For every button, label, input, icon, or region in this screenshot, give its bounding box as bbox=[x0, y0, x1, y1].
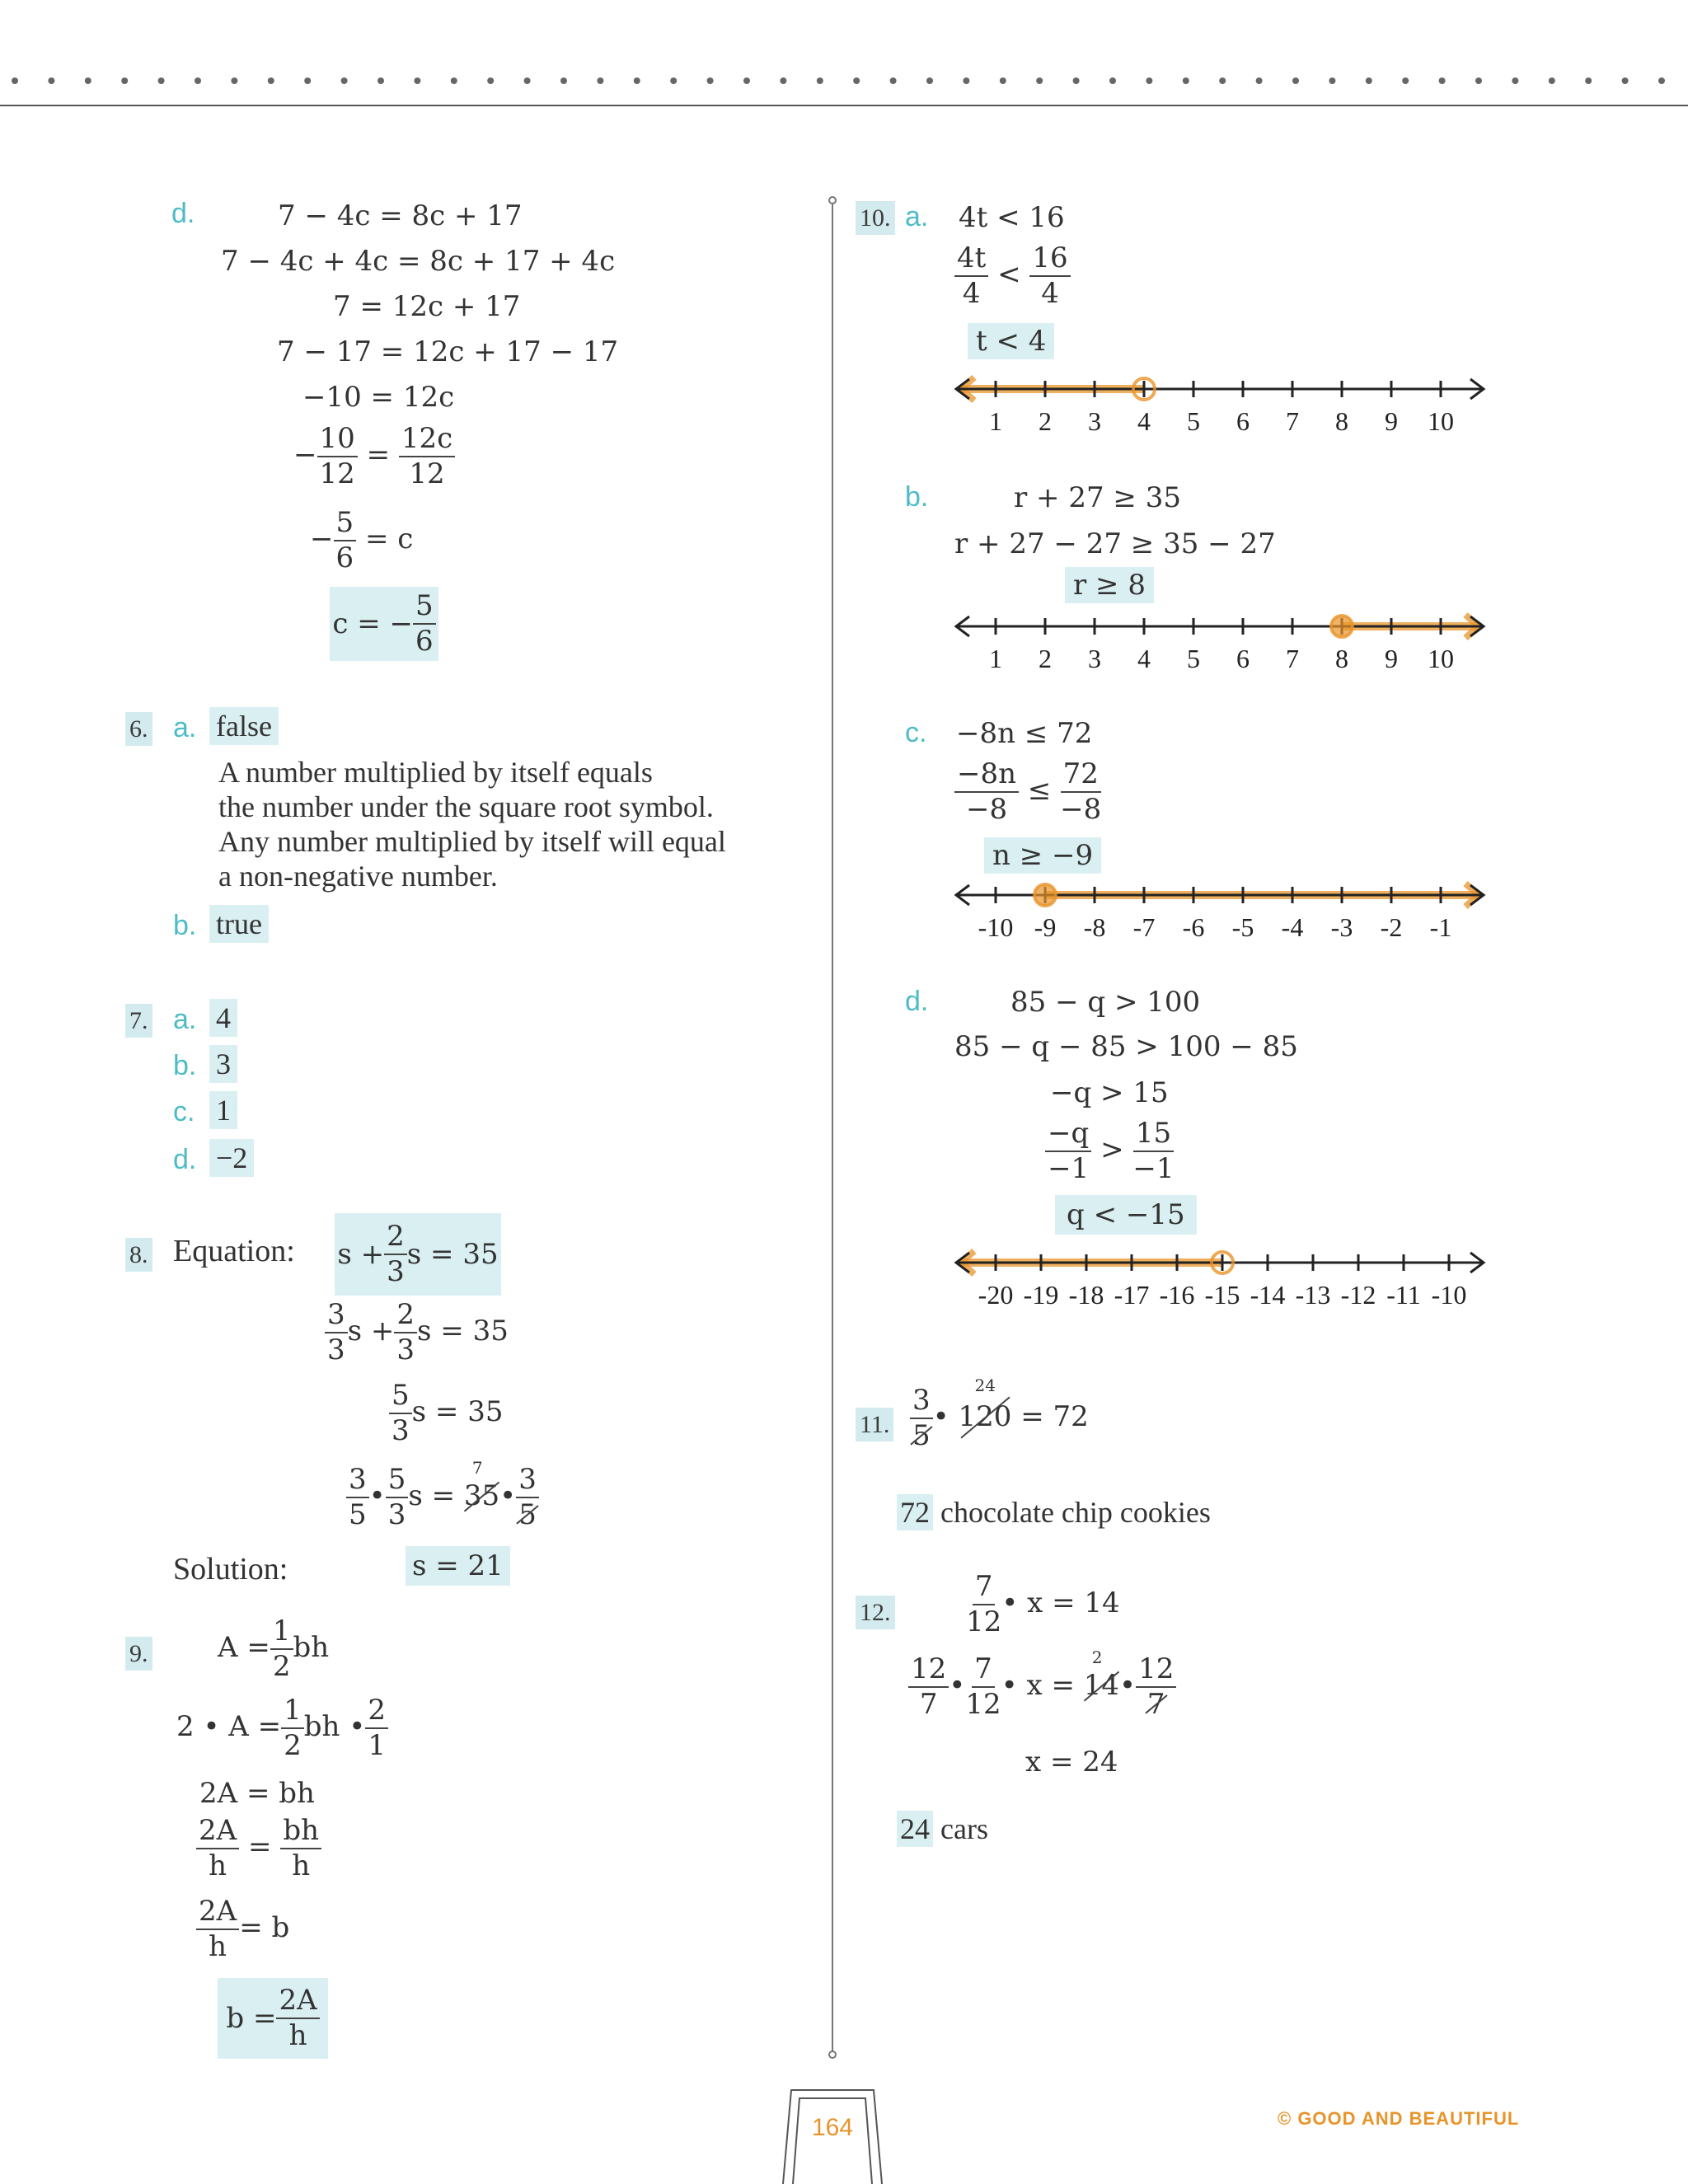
letter-d: d. bbox=[905, 986, 929, 1017]
letter-a: a. bbox=[905, 201, 929, 232]
tick-label: 4 bbox=[1137, 406, 1151, 436]
number-line-10a bbox=[948, 363, 1492, 445]
step-10a-1: 4t < 16 bbox=[959, 201, 1065, 234]
step-10b-2: r + 27 − 27 ≥ 35 − 27 bbox=[954, 527, 1276, 560]
tick-label: -15 bbox=[1204, 1280, 1240, 1310]
answer-7b: 3 bbox=[209, 1045, 237, 1083]
tick-label: 2 bbox=[1039, 644, 1052, 673]
problem-number-10: 10. bbox=[856, 201, 895, 235]
step-10b-1: r + 27 ≥ 35 bbox=[1014, 481, 1181, 514]
tick-label: 8 bbox=[1335, 644, 1348, 673]
step-10c-2: $\frac{-8n}{-8}$ ≤ $\frac{72}{-8}$ bbox=[954, 760, 1101, 824]
step-9-5: $\frac{2A}{h}$ = b bbox=[196, 1897, 289, 1961]
tick-label: 6 bbox=[1236, 406, 1250, 436]
step-12-1: $\frac{7}{12}$ • x = 14 bbox=[966, 1570, 1120, 1638]
tick-label: -16 bbox=[1159, 1280, 1195, 1310]
tick-label: -9 bbox=[1034, 912, 1057, 942]
step-9-3: 2A = bh bbox=[199, 1777, 315, 1810]
letter-c: c. bbox=[173, 1096, 195, 1127]
number-line-10c bbox=[948, 869, 1492, 951]
tick-label: 2 bbox=[1039, 406, 1052, 436]
tick-label: -19 bbox=[1023, 1280, 1059, 1310]
tick-label: 5 bbox=[1187, 406, 1200, 436]
closed-point bbox=[1034, 884, 1056, 906]
letter-b: b. bbox=[905, 481, 929, 513]
step-12-3: x = 24 bbox=[1025, 1746, 1118, 1779]
tick-label: 3 bbox=[1088, 406, 1101, 436]
step-9-2: 2 • A = $\frac{1}{2}$ bh • $\frac{2}{1}$ bbox=[176, 1696, 388, 1760]
tick-label: 1 bbox=[989, 406, 1002, 436]
tick-label: 10 bbox=[1428, 406, 1454, 436]
tick-label: -2 bbox=[1380, 912, 1403, 942]
solution-label: Solution: bbox=[173, 1552, 288, 1586]
step-9-4: $\frac{2A}{h}$ = $\frac{bh}{h}$ bbox=[196, 1816, 321, 1881]
step-12-2: $\frac{12}{7}$ • $\frac{7}{12}$ • x = 14 2 • $\frac{12}{7}$ bbox=[908, 1655, 1176, 1719]
step-8-3: $\frac{5}{3}$ s = 35 bbox=[389, 1381, 503, 1446]
page-number: 164 bbox=[811, 2114, 854, 2141]
eq-line-2: 7 − 4c + 4c = 8c + 17 + 4c bbox=[221, 245, 616, 278]
answer-9: b = $\frac{2A}{h}$ bbox=[218, 1978, 328, 2059]
eq-line-7: − $\frac{5}{6}$ = c bbox=[310, 506, 414, 574]
tick-label: -11 bbox=[1386, 1280, 1421, 1310]
tick-label: 3 bbox=[1088, 644, 1101, 673]
answer-12: 24 cars bbox=[897, 1811, 988, 1846]
eq-line-3: 7 = 12c + 17 bbox=[333, 290, 521, 323]
number-line-10d bbox=[948, 1236, 1492, 1319]
tick-label: 6 bbox=[1236, 644, 1250, 673]
explanation-6a: A number multiplied by itself equals the number under the square root symbol. Any number multiplied by itself will equal a non-negative number. bbox=[218, 756, 726, 893]
tick-label: -6 bbox=[1182, 912, 1205, 942]
tick-label: -4 bbox=[1281, 912, 1304, 942]
tick-label: -5 bbox=[1231, 912, 1254, 942]
answer-10c: n ≥ −9 bbox=[984, 837, 1101, 874]
equation-8: s + $\frac{2}{3}$ s = 35 bbox=[335, 1213, 501, 1296]
tick-label: 9 bbox=[1385, 644, 1398, 673]
number-line-10b bbox=[948, 600, 1492, 682]
letter-d: d. bbox=[173, 1144, 197, 1175]
tick-label: -1 bbox=[1429, 912, 1452, 942]
eq-line-1: 7 − 4c = 8c + 17 bbox=[278, 199, 523, 232]
answer-7c: 1 bbox=[209, 1091, 237, 1129]
letter-a: a. bbox=[173, 712, 197, 743]
problem-number-11: 11. bbox=[856, 1408, 893, 1441]
step-10c-1: −8n ≤ 72 bbox=[956, 717, 1093, 750]
tick-label: 7 bbox=[1286, 644, 1299, 673]
column-divider bbox=[824, 194, 841, 2064]
tick-label: -14 bbox=[1250, 1280, 1286, 1310]
letter-b: b. bbox=[173, 910, 197, 941]
step-8-2: $\frac{3}{3}$ s + $\frac{2}{3}$ s = 35 bbox=[325, 1301, 509, 1365]
step-8-4: $\frac{3}{5}$ • $\frac{5}{3}$ s = 35 7 • $\frac{3}{5}$ bbox=[346, 1465, 539, 1530]
tick-label: 10 bbox=[1428, 644, 1454, 673]
tick-label: -10 bbox=[978, 912, 1014, 942]
tick-label: 9 bbox=[1385, 406, 1398, 436]
problem-number-8: 8. bbox=[125, 1238, 152, 1272]
top-dotted-border bbox=[0, 66, 1688, 112]
step-10d-1: 85 − q > 100 bbox=[1010, 986, 1201, 1019]
step-10d-4: $\frac{-q}{-1}$ > $\frac{15}{-1}$ bbox=[1045, 1119, 1175, 1183]
step-10d-2: 85 − q − 85 > 100 − 85 bbox=[954, 1030, 1298, 1063]
tick-label: 5 bbox=[1187, 644, 1200, 673]
eq-line-5: −10 = 12c bbox=[302, 381, 455, 414]
letter-c: c. bbox=[905, 717, 927, 748]
tick-label: -17 bbox=[1114, 1280, 1150, 1310]
problem-number-7: 7. bbox=[125, 1004, 152, 1038]
tick-label: -20 bbox=[978, 1280, 1014, 1310]
tick-label: -12 bbox=[1340, 1280, 1376, 1310]
answer-6a: false bbox=[209, 707, 279, 745]
step-10a-2: $\frac{4t}{4}$ < $\frac{16}{4}$ bbox=[954, 244, 1071, 308]
answer-10b: r ≥ 8 bbox=[1065, 567, 1154, 603]
letter-b: b. bbox=[173, 1050, 197, 1081]
answer-10d: q < −15 bbox=[1055, 1195, 1197, 1235]
copyright: © GOOD AND BEAUTIFUL bbox=[1278, 2108, 1520, 2129]
tick-label: -13 bbox=[1295, 1280, 1331, 1310]
problem-number-6: 6. bbox=[125, 712, 152, 746]
tick-label: 1 bbox=[989, 644, 1002, 673]
tick-label: 8 bbox=[1335, 406, 1348, 436]
eq-line-6: − $\frac{10}{12}$ = $\frac{12c}{12}$ bbox=[293, 424, 455, 489]
problem-number-12: 12. bbox=[856, 1596, 895, 1629]
answer-10a: t < 4 bbox=[968, 323, 1054, 359]
equation-label: Equation: bbox=[173, 1234, 295, 1268]
tick-label: -3 bbox=[1330, 912, 1353, 942]
letter-d: d. bbox=[171, 198, 195, 229]
answer-7a: 4 bbox=[209, 999, 237, 1037]
step-9-1: A = $\frac{1}{2}$ bh bbox=[218, 1615, 330, 1683]
answer-11: 72 chocolate chip cookies bbox=[897, 1495, 1211, 1530]
solution-8: s = 21 bbox=[406, 1546, 510, 1586]
answer-5d: c = − $\frac{5}{6}$ bbox=[330, 587, 438, 661]
problem-number-9: 9. bbox=[125, 1637, 152, 1671]
tick-label: -18 bbox=[1068, 1280, 1104, 1310]
answer-7d: −2 bbox=[209, 1139, 254, 1177]
answer-6b: true bbox=[209, 905, 269, 943]
tick-label: 4 bbox=[1137, 644, 1151, 673]
tick-label: 7 bbox=[1286, 406, 1299, 436]
tick-label: -7 bbox=[1132, 912, 1156, 942]
eq-line-4: 7 − 17 = 12c + 17 − 17 bbox=[277, 335, 619, 368]
letter-a: a. bbox=[173, 1004, 197, 1035]
tick-label: -10 bbox=[1431, 1280, 1467, 1310]
step-11: $\frac{3}{5}$ • 120 24 = 72 bbox=[910, 1386, 1089, 1451]
step-10d-3: −q > 15 bbox=[1050, 1076, 1169, 1109]
closed-point bbox=[1331, 616, 1353, 637]
tick-label: -8 bbox=[1083, 912, 1106, 942]
